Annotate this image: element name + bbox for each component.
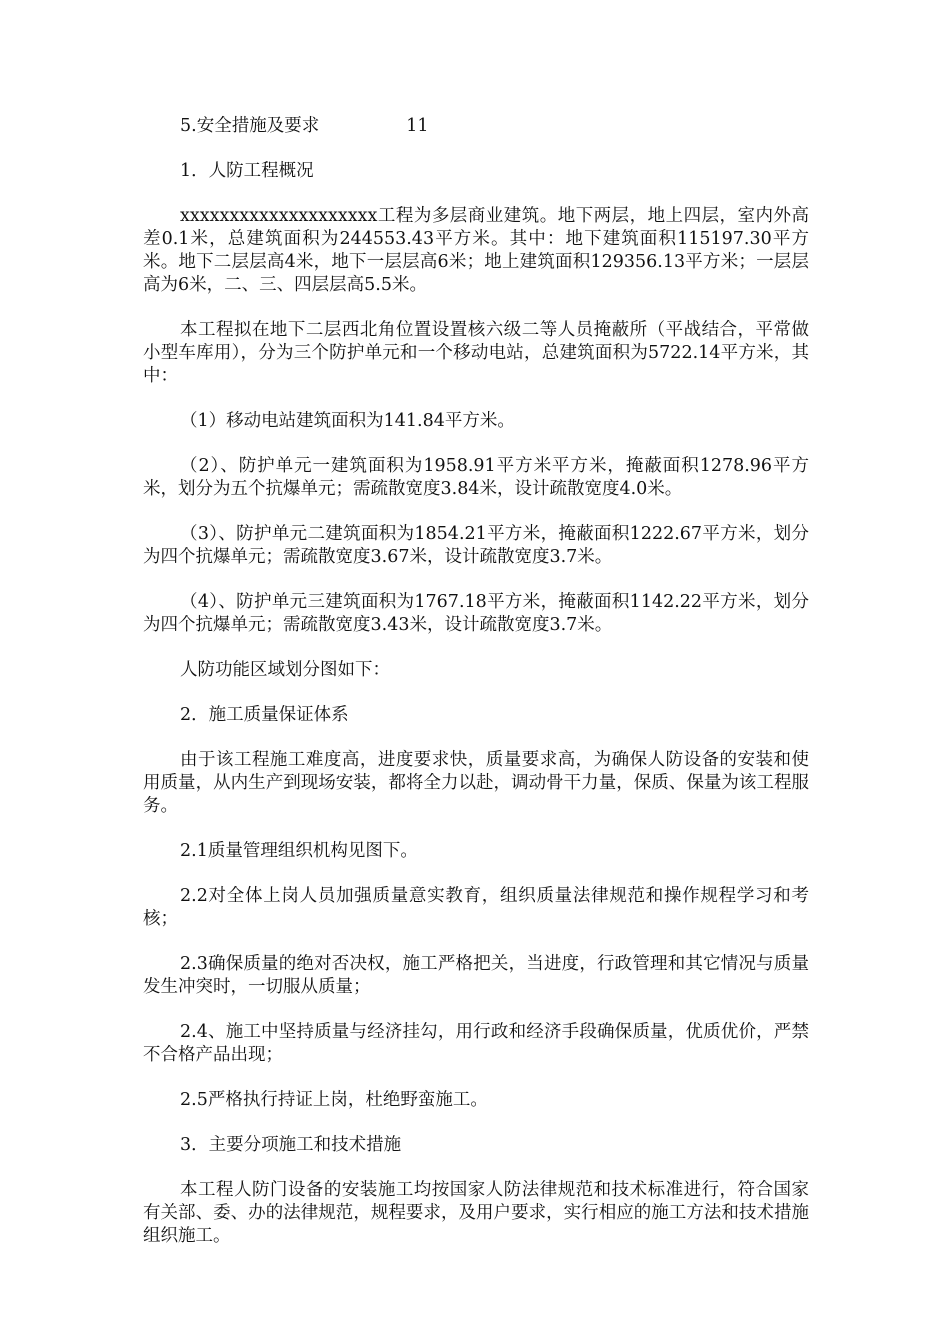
paragraph-quality-intro: 由于该工程施工难度高，进度要求快，质量要求高，为确保人防设备的安装和使用质量，从内生产到现场安装，都将全力以赴，调动骨干力量，保质、保量为该工程服务。	[143, 750, 809, 816]
document-body	[143, 115, 809, 1270]
paragraph-shelter-plan: 本工程拟在地下二层西北角位置设置核六级二等人员掩蔽所（平战结合，平常做小型车库用），分为三个防护单元和一个移动电站，总建筑面积为5722.14平方米，其中：	[143, 320, 809, 386]
paragraph-2-2: 2.2对全体上岗人员加强质量意实教育，组织质量法律规范和操作规程学习和考核；	[143, 886, 809, 929]
list-item-mobile-power-station: （1）移动电站建筑面积为141.84平方米。	[180, 411, 515, 431]
list-item-protection-unit-3: （4）、防护单元三建筑面积为1767.18平方米，掩蔽面积1142.22平方米，划分为四个抗爆单元；需疏散宽度3.43米，设计疏散宽度3.7米。	[143, 592, 809, 635]
section-heading-construction-measures: 3．主要分项施工和技术措施	[180, 1135, 402, 1155]
toc-entry-page-number: 11	[406, 116, 429, 136]
toc-entry-label: 5.安全措施及要求	[180, 116, 320, 136]
section-heading-civil-defense-overview: 1．人防工程概况	[180, 161, 314, 181]
list-item-protection-unit-1: （2）、防护单元一建筑面积为1958.91平方米平方米，掩蔽面积1278.96平方米，划分为五个抗爆单元；需疏散宽度3.84米，设计疏散宽度4.0米。	[143, 456, 809, 499]
section-heading-quality-assurance: 2．施工质量保证体系	[180, 705, 349, 725]
list-item-protection-unit-2: （3）、防护单元二建筑面积为1854.21平方米，掩蔽面积1222.67平方米，划分为四个抗爆单元；需疏散宽度3.67米，设计疏散宽度3.7米。	[143, 524, 809, 567]
paragraph-project-overview: xxxxxxxxxxxxxxxxxxxx工程为多层商业建筑。地下两层，地上四层，室内外高差0.1米，总建筑面积为244553.43平方米。其中：地下建筑面积115197.30平方米。地下二层层高4米，地下一层层高6米；地上建筑面积129356.13平方米；一层层高为6米，二、三、四层层高5.5米。	[143, 206, 809, 295]
paragraph-2-5: 2.5严格执行持证上岗，杜绝野蛮施工。	[180, 1090, 488, 1110]
paragraph-2-3: 2.3确保质量的绝对否决权，施工严格把关，当进度，行政管理和其它情况与质量发生冲突时，一切服从质量；	[143, 954, 809, 997]
paragraph-construction-standards: 本工程人防门设备的安装施工均按国家人防法律规范和技术标准进行，符合国家有关部、委、办的法律规范，规程要求，及用户要求，实行相应的施工方法和技术措施组织施工。	[143, 1180, 809, 1246]
paragraph-zoning-diagram-intro: 人防功能区域划分图如下：	[180, 660, 390, 680]
paragraph-2-1: 2.1质量管理组织机构见图下。	[180, 841, 418, 861]
paragraph-2-4: 2.4、施工中坚持质量与经济挂勾，用行政和经济手段确保质量，优质优价，严禁不合格产品出现；	[143, 1022, 809, 1065]
toc-entry	[143, 115, 809, 138]
